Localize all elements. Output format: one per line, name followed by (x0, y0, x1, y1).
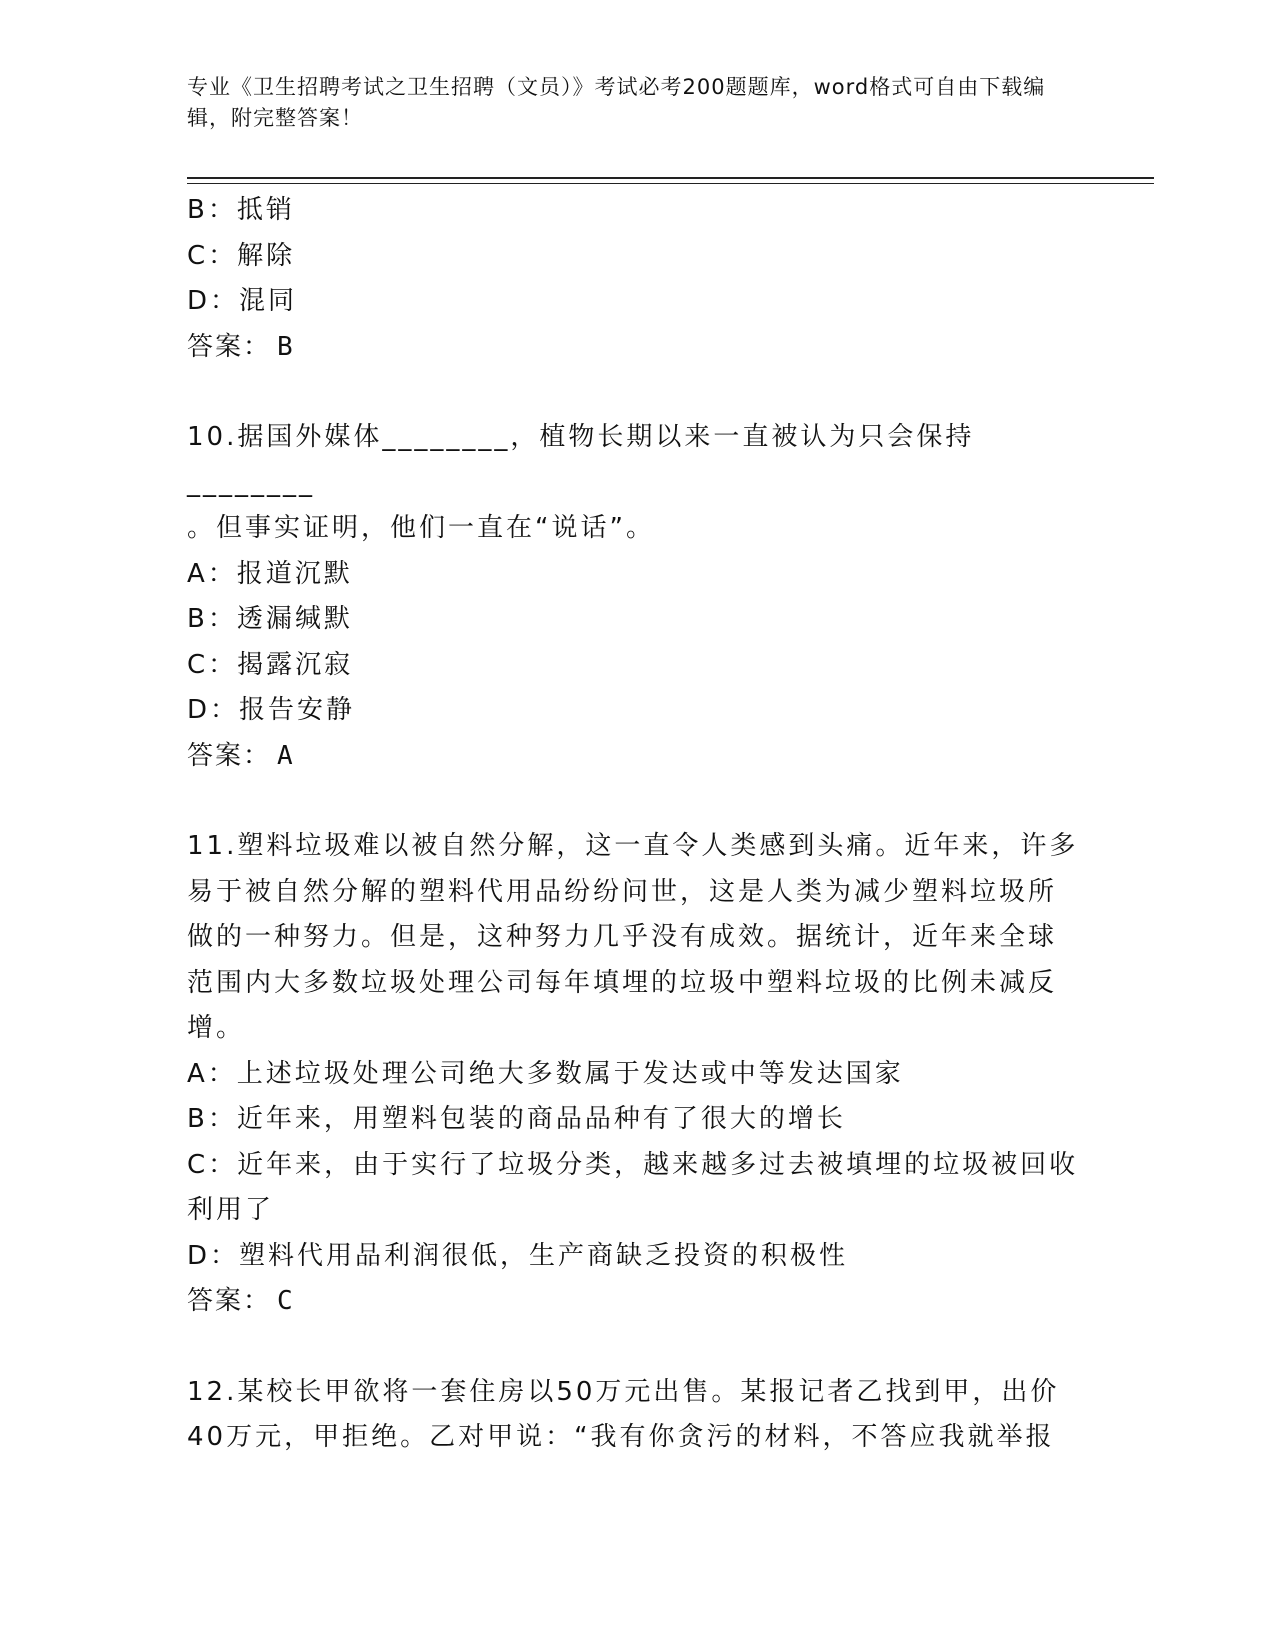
question-10 (187, 415, 1087, 779)
option-c: C：解除 (187, 240, 296, 271)
option-c: C：近年来，由于实行了垃圾分类，越来越多过去被填埋的垃圾被回收 (187, 1149, 1079, 1180)
spacer (187, 1325, 1087, 1370)
answer-value: A (277, 740, 295, 771)
question-stem-line: 12.某校长甲欲将一套住房以50万元出售。某报记者乙找到甲，出价 (187, 1376, 1060, 1407)
question-stem-line: 增。 (187, 1013, 246, 1043)
answer-value: B (277, 331, 295, 362)
option-c-continued: 利用了 (187, 1195, 275, 1225)
answer-value: C (277, 1286, 295, 1316)
answer-line (187, 325, 1087, 371)
question-9-tail (187, 188, 1087, 370)
question-stem-line: 范围内大多数垃圾处理公司每年填埋的垃圾中塑料垃圾的比例未减反 (187, 967, 1058, 998)
question-stem-line: 易于被自然分解的塑料代用品纷纷问世，这是人类为减少塑料垃圾所 (187, 876, 1058, 907)
question-12 (187, 1370, 1087, 1461)
document-header: 专业《卫生招聘考试之卫生招聘（文员）》考试必考200题题库，word格式可自由下载编辑，附完整答案！ (187, 75, 1046, 130)
option-a: A：报道沉默 (187, 558, 353, 589)
answer-line (187, 1279, 1087, 1325)
option-d: D：报告安静 (187, 695, 356, 725)
document-body (187, 188, 1087, 1461)
question-stem-line: 做的一种努力。但是，这种努力几乎没有成效。据统计，近年来全球 (187, 922, 1058, 952)
question-stem-line: 11.塑料垃圾难以被自然分解，这一直令人类感到头痛。近年来，许多 (187, 831, 1079, 861)
answer-label: 答案： (187, 1286, 272, 1316)
option-a: A：上述垃圾处理公司绝大多数属于发达或中等发达国家 (187, 1058, 904, 1089)
option-b: B：抵销 (187, 195, 295, 225)
option-d: D：混同 (187, 286, 298, 316)
header-rule-thin (187, 183, 1154, 184)
spacer (187, 779, 1087, 824)
spacer (187, 370, 1087, 415)
option-b: B：透漏缄默 (187, 604, 353, 634)
question-stem-line: 。但事实证明，他们一直在“说话”。 (187, 513, 655, 543)
option-d: D：塑料代用品利润很低，生产商缺乏投资的积极性 (187, 1240, 849, 1271)
answer-label: 答案： (187, 331, 272, 362)
option-c: C：揭露沉寂 (187, 649, 354, 680)
question-11 (187, 824, 1087, 1325)
header-rule-thick (187, 177, 1154, 179)
question-stem-line: 40万元，甲拒绝。乙对甲说：“我有你贪污的材料，不答应我就举报 (187, 1422, 1055, 1452)
answer-line (187, 734, 1087, 780)
question-stem-line: 10.据国外媒体________，植物长期以来一直被认为只会保持________ (187, 422, 975, 498)
option-b: B：近年来，用塑料包装的商品品种有了很大的增长 (187, 1104, 846, 1134)
answer-label: 答案： (187, 740, 272, 771)
